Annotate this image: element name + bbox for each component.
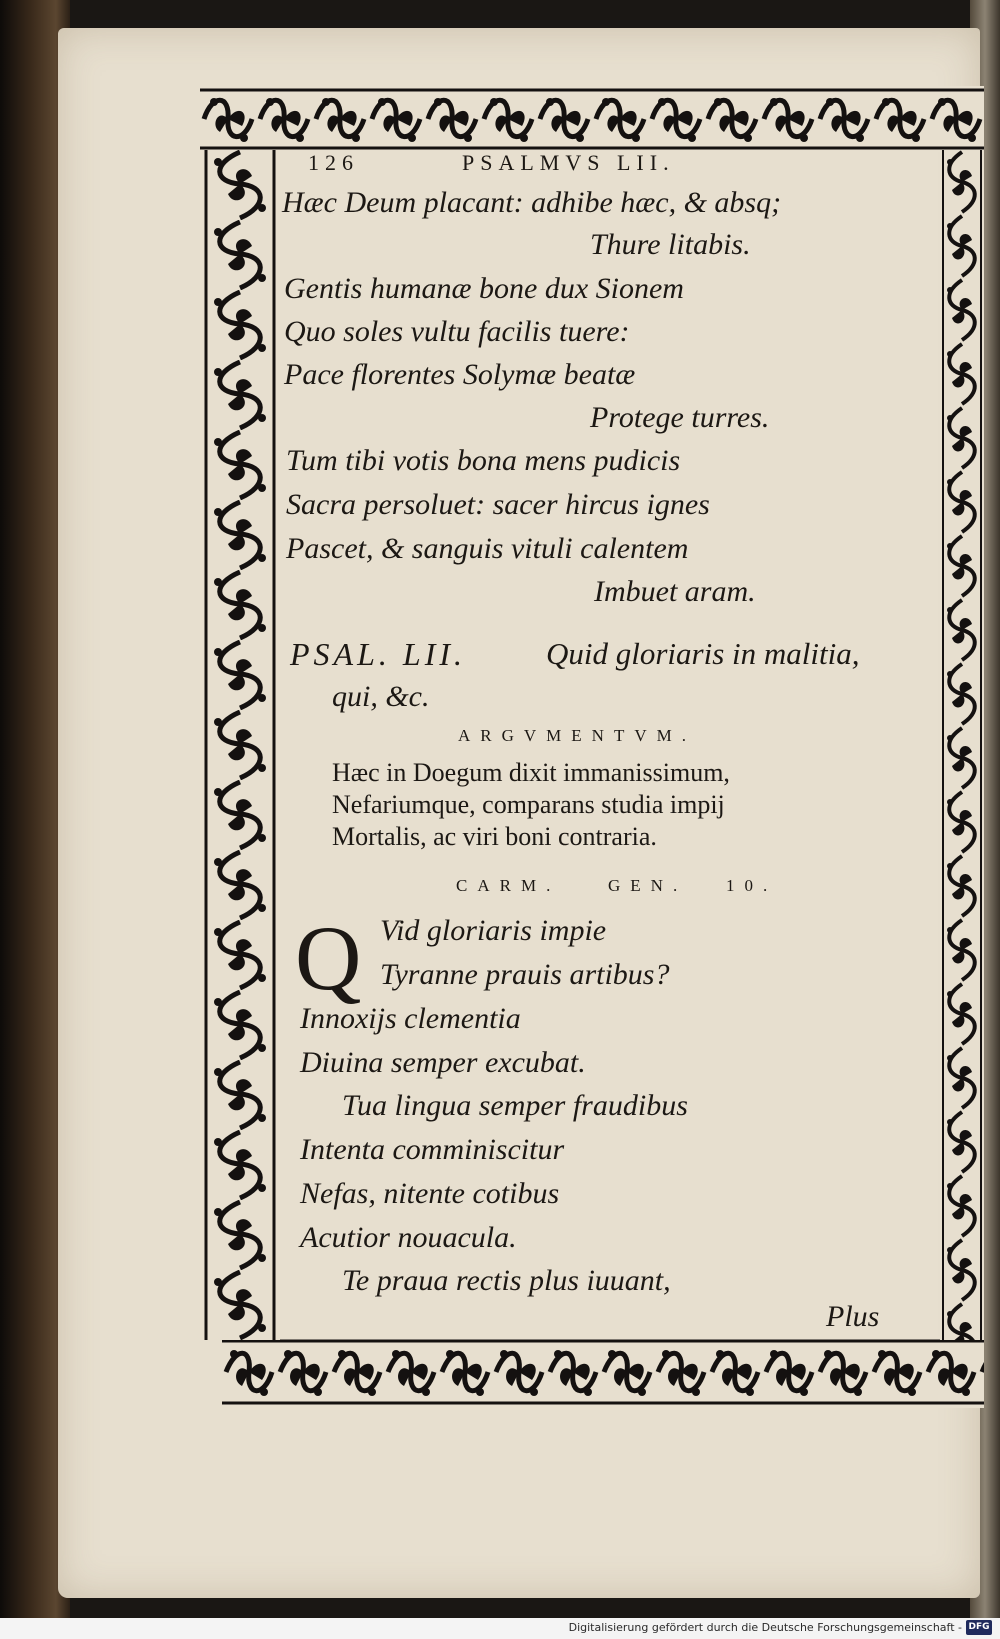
poem-line: Tyranne prauis artibus? bbox=[380, 958, 670, 991]
verse-line: Quo soles vultu facilis tuere: bbox=[284, 315, 630, 348]
verse-line: Pascet, & sanguis vituli calentem bbox=[286, 532, 689, 565]
verse-line: Pace florentes Solymæ beatæ bbox=[284, 358, 636, 391]
poem-line: Innoxijs clementia bbox=[300, 1002, 521, 1035]
psalm-incipit-continued: qui, &c. bbox=[332, 680, 430, 713]
dfg-logo: DFG bbox=[966, 1620, 992, 1635]
poem-line: Tua lingua semper fraudibus bbox=[342, 1089, 688, 1122]
psalm-label: PSAL. LII. bbox=[290, 636, 466, 672]
argument-line: Hæc in Doegum dixit immanissimum, bbox=[332, 758, 730, 787]
running-title: PSALMVS LII. bbox=[462, 150, 675, 175]
verse-line: Protege turres. bbox=[590, 401, 770, 434]
poem-line: Diuina semper excubat. bbox=[300, 1046, 586, 1079]
verse-line: Gentis humanæ bone dux Sionem bbox=[284, 272, 684, 305]
meter-kind: GEN. bbox=[608, 876, 688, 895]
footer-credit: Digitalisierung gefördert durch die Deutsche Forschungsgemeinschaft - bbox=[568, 1621, 962, 1634]
verse-line: Tum tibi votis bona mens pudicis bbox=[286, 444, 681, 477]
ornament-border-top bbox=[200, 86, 984, 152]
verse-line: Hæc Deum placant: adhibe hæc, & absq; bbox=[282, 186, 782, 219]
verse-line: Thure litabis. bbox=[590, 228, 751, 261]
catchword: Plus bbox=[826, 1300, 880, 1333]
psalm-incipit: Quid gloriaris in malitia, bbox=[546, 636, 860, 671]
meter-label: CARM. bbox=[456, 876, 561, 895]
ornament-border-left bbox=[200, 150, 280, 1340]
page-number: 126 bbox=[308, 150, 359, 175]
poem-line: Nefas, nitente cotibus bbox=[300, 1177, 560, 1210]
argument-line: Mortalis, ac viri boni contraria. bbox=[332, 822, 657, 851]
argument-title: ARGVMENTVM. bbox=[458, 726, 696, 745]
ornament-border-right bbox=[940, 150, 984, 1340]
argument-line: Nefariumque, comparans studia impij bbox=[332, 790, 725, 819]
meter-number: 10. bbox=[726, 876, 778, 895]
poem-line: Te praua rectis plus iuuant, bbox=[342, 1264, 671, 1297]
verse-line: Sacra persoluet: sacer hircus ignes bbox=[286, 488, 710, 521]
poem-line: Vid gloriaris impie bbox=[380, 914, 607, 947]
drop-capital: Q bbox=[295, 907, 362, 1009]
verse-line: Imbuet aram. bbox=[594, 575, 756, 608]
poem-line: Intenta comminiscitur bbox=[300, 1133, 565, 1166]
ornament-border-bottom bbox=[222, 1336, 984, 1408]
poem-line: Acutior nouacula. bbox=[300, 1221, 517, 1254]
